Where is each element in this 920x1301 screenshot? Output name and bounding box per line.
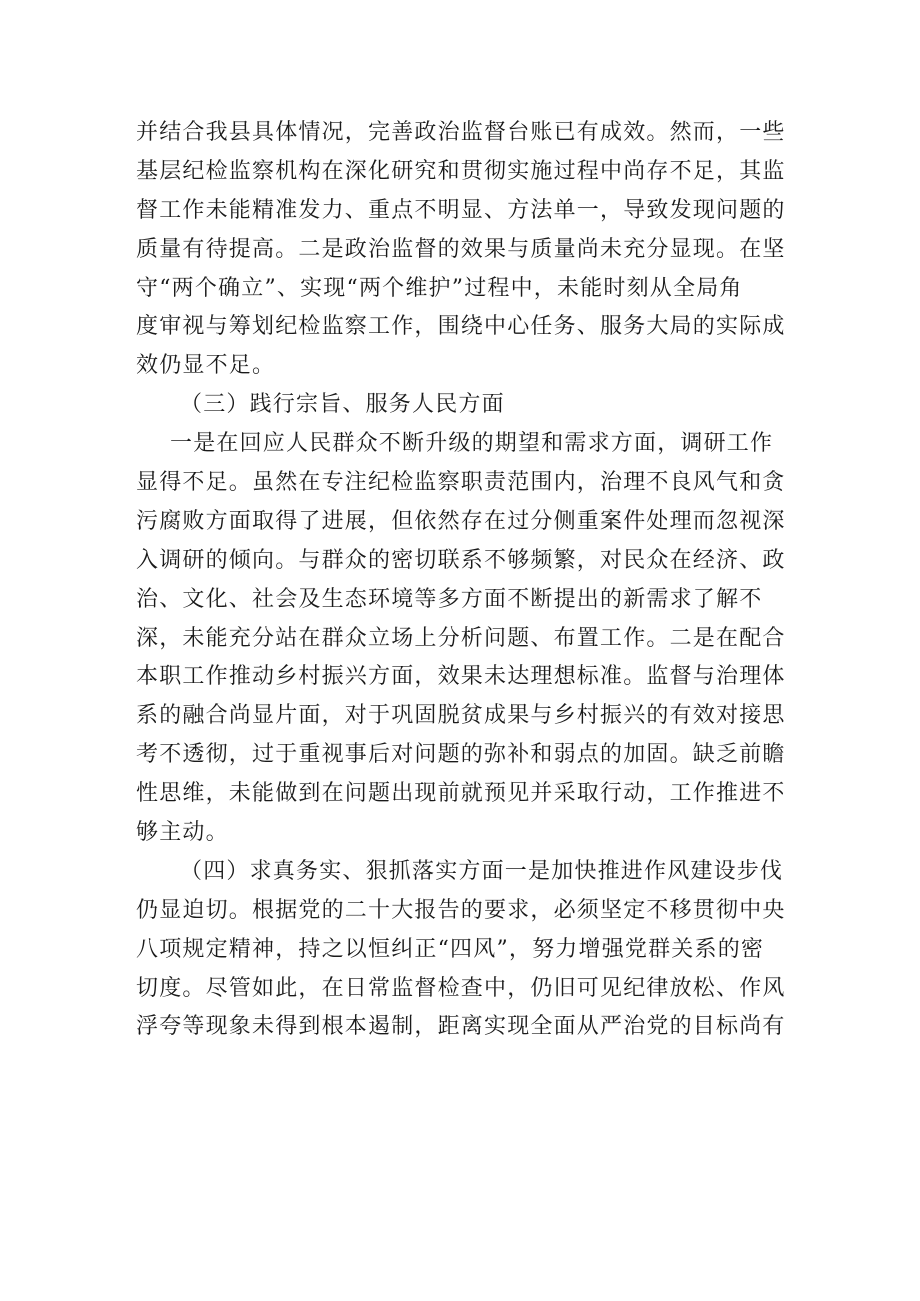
paragraph-line: 浮夸等现象未得到根本遏制，距离实现全面从严治党的目标尚有 [136,1014,786,1040]
section-heading-3: （三）践行宗旨、服务人民方面 [180,392,505,418]
paragraph-line: 够主动。 [136,820,229,846]
paragraph-line: 守“两个确立”、实现“两个维护”过程中，未能时刻从全局角 [136,275,743,301]
paragraph-line: 性思维，未能做到在问题出现前就预见并采取行动，工作推进不 [136,781,786,807]
paragraph-line: 效仍显不足。 [136,353,276,379]
paragraph-line: 八项规定精神，持之以恒纠正“四风”，努力增强党群关系的密 [136,936,765,962]
paragraph-line: 治、文化、社会及生态环境等多方面不断提出的新需求了解不 [136,586,763,612]
paragraph-line: 污腐败方面取得了进展，但依然存在过分侧重案件处理而忽视深 [136,508,786,534]
paragraph-line: 本职工作推动乡村振兴方面，效果未达理想标准。监督与治理体 [136,664,786,690]
paragraph-line: 并结合我县具体情况，完善政治监督台账已有成效。然而，一些 [136,120,786,145]
paragraph-line: 质量有待提高。二是政治监督的效果与质量尚未充分显现。在坚 [136,236,786,262]
paragraph-line: 切度。尽管如此，在日常监督检查中，仍旧可见纪律放松、作风 [136,975,786,1001]
paragraph-line: 考不透彻，过于重视事后对问题的弥补和弱点的加固。缺乏前瞻 [136,742,786,768]
section-heading-4: （四）求真务实、狠抓落实方面一是加快推进作风建设步伐 [180,858,784,884]
document-body [136,114,790,1047]
paragraph-line: 入调研的倾向。与群众的密切联系不够频繁，对民众在经济、政 [136,547,786,573]
paragraph-line: 系的融合尚显片面，对于巩固脱贫成果与乡村振兴的有效对接思 [136,703,786,729]
paragraph-line: 度审视与筹划纪检监察工作，围绕中心任务、服务大局的实际成 [136,314,786,340]
paragraph-line: 督工作未能精准发力、重点不明显、方法单一，导致发现问题的 [136,197,786,223]
paragraph-line: 深，未能充分站在群众立场上分析问题、布置工作。二是在配合 [136,625,786,651]
paragraph-line: 显得不足。虽然在专注纪检监察职责范围内，治理不良风气和贪 [136,470,786,496]
paragraph-line: 基层纪检监察机构在深化研究和贯彻实施过程中尚存不足，其监 [136,158,786,184]
paragraph-line: 一是在回应人民群众不断升级的期望和需求方面，调研工作 [170,431,774,457]
paragraph-line: 仍显迫切。根据党的二十大报告的要求，必须坚定不移贯彻中央 [136,897,786,923]
